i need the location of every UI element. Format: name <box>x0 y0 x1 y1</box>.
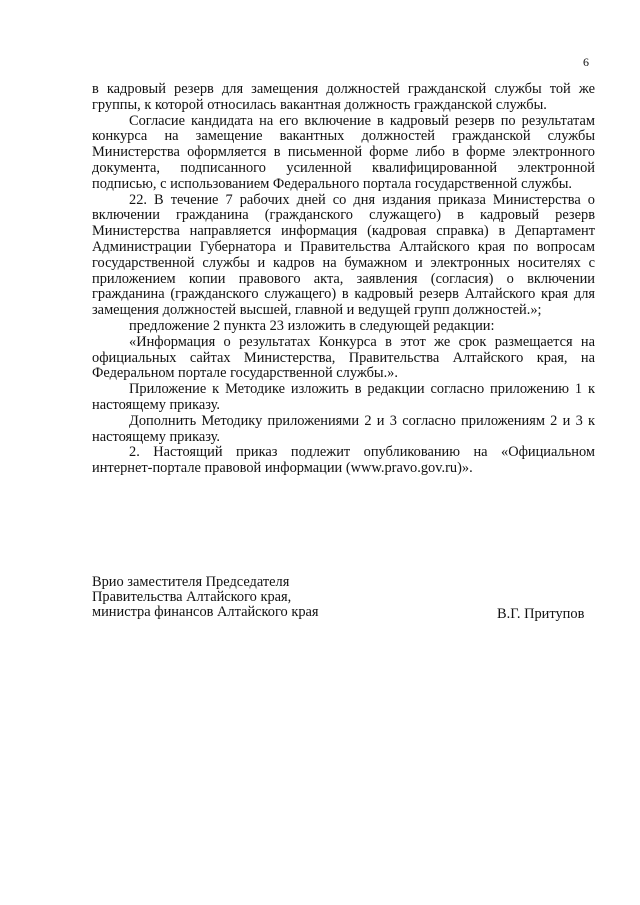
paragraph-appendix-1: Приложение к Методике изложить в редакции согласно приложению 1 к настоящему приказу. <box>92 381 595 413</box>
paragraph-candidate-consent: Согласие кандидата на его включение в кадровый резерв по результатам конкурса на замещение вакантных должностей гражданской службы Министерства оформляется в письменной форме либо в форме электронного документа, подписанного усиленной квалифицированной электронной подписью, с использованием Федерального портала государственной службы. <box>92 112 595 192</box>
paragraph-reserve-group: в кадровый резерв для замещения должностей гражданской службы той же группы, к которой относилась вакантная должность гражданской службы. <box>92 81 595 113</box>
signatory-position-line: министра финансов Алтайского края <box>92 604 319 620</box>
signatory-position-line: Врио заместителя Председателя <box>92 574 290 590</box>
paragraph-publication: 2. Настоящий приказ подлежит опубликованию на «Официальном интернет-портале правовой информации (www.pravo.gov.ru)». <box>92 444 595 477</box>
paragraph-item-22: 22. В течение 7 рабочих дней со дня издания приказа Министерства о включении гражданина (гражданского служащего) в кадровый резерв Министерства направляется информация (кадровая справка) в Департамент Администрации Губернатора и Правительства Алтайского края по вопросам государственной службы и кадров на бумажном и электронных носителях с приложением копии правового акта, заявления (согласия) о включении гражданина (гражданского служащего) в кадровый резерв Алтайского края для замещения должностей высшей, главной и ведущей групп должностей.»; <box>92 191 595 319</box>
signatory-position <box>92 575 319 620</box>
paragraph-item-23-text: «Информация о результатах Конкурса в этот же срок размещается на официальных сайтах Министерства, Правительства Алтайского края, на Федеральном портале государственной службы.». <box>92 333 595 382</box>
document-body <box>92 82 595 477</box>
paragraph-item-23-amendment: предложение 2 пункта 23 изложить в следующей редакции: <box>129 317 495 334</box>
signatory-name: В.Г. Притупов <box>497 606 585 622</box>
signatory-position-line: Правительства Алтайского края, <box>92 589 292 605</box>
paragraph-appendices-2-3: Дополнить Методику приложениями 2 и 3 согласно приложениям 2 и 3 к настоящему приказу. <box>92 412 595 445</box>
page-number: 6 <box>583 55 589 69</box>
